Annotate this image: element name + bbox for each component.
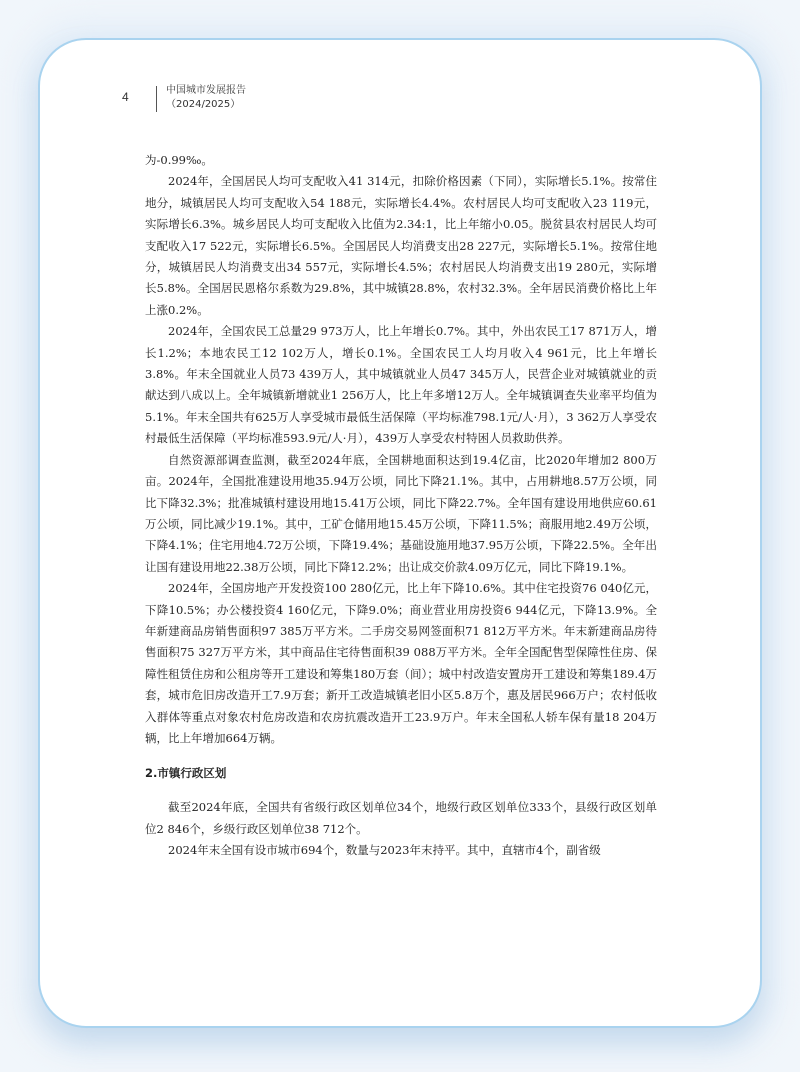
- paragraph-cities: 2024年末全国有设市城市694个，数量与2023年末持平。其中，直辖市4个，副省级: [168, 843, 601, 858]
- paragraph-admin-divisions: 截至2024年底，全国共有省级行政区划单位34个，地级行政区划单位333个，县级行政区划单位2 846个，乡级行政区划单位38 712个。: [145, 800, 657, 836]
- book-title-block: [166, 84, 246, 112]
- paragraph-employment: 2024年，全国农民工总量29 973万人，比上年增长0.7%。其中，外出农民工17 871万人，增长1.2%；本地农民工12 102万人，增长0.1%。全国农民工人均月收入4 961元，比上年增长3.8%。年末全国就业人员73 439万人，其中城镇就业人员47 345万人，民营企业对城镇就业的贡献达到八成以上。全年城镇新增就业1 256万人，比上年多增12万人。全年城镇调查失业率平均值为5.1%。年末全国共有625万人享受城市最低生活保障（平均标准798.1元/人·月），3 362万人享受农村最低生活保障（平均标准593.9元/人·月），439万人享受农村特困人员救助供养。: [145, 324, 657, 446]
- paragraph-land: 自然资源部调查监测，截至2024年底，全国耕地面积达到19.4亿亩，比2020年增加2 800万亩。2024年，全国批准建设用地35.94万公顷，同比下降21.1%。其中，占用耕地8.57万公顷，同比下降32.3%；批准城镇村建设用地15.41万公顷，同比下降22.7%。全年国有建设用地供应60.61万公顷，同比减少19.1%。其中，工矿仓储用地15.45万公顷，下降11.5%；商服用地2.49万公顷，下降4.1%；住宅用地4.72万公顷，下降19.4%；基础设施用地37.95万公顷，下降22.5%。全年出让国有建设用地22.38万公顷，同比下降12.2%；出让成交价款4.09万亿元，同比下降19.1%。: [145, 452, 657, 574]
- paragraph-income: 2024年，全国居民人均可支配收入41 314元，扣除价格因素（下同），实际增长5.1%。按常住地分，城镇居民人均可支配收入54 188元，实际增长4.4%。农村居民人均可支配收入23 119元，实际增长6.3%。城乡居民人均可支配收入比值为2.34:1，比上年缩小0.05。脱贫县农村居民人均可支配收入17 522元，实际增长6.5%。全国居民人均消费支出28 227元，实际增长5.1%。按常住地分，城镇居民人均消费支出34 557元，实际增长4.5%；农村居民人均消费支出19 280元，实际增长5.8%。全国居民恩格尔系数为29.8%，其中城镇28.8%，农村32.3%。全年居民消费价格比上年上涨0.2%。: [145, 174, 657, 317]
- header-divider: [156, 86, 157, 112]
- body-text: [145, 150, 657, 862]
- paragraph-continuation: 为-0.99‰。: [145, 153, 213, 167]
- page-number: 4: [122, 90, 129, 104]
- paragraph-real-estate: 2024年，全国房地产开发投资100 280亿元，比上年下降10.6%。其中住宅投资76 040亿元，下降10.5%；办公楼投资4 160亿元，下降9.0%；商业营业用房投资6 944亿元，下降13.9%。全年新建商品房销售面积97 385万平方米。二手房交易网签面积71 812万平方米。年末新建商品房待售面积75 327万平方米，其中商品住宅待售面积39 088万平方米。全年全国配售型保障性住房、保障性租赁住房和公租房等开工建设和筹集180万套（间）；城中村改造安置房开工建设和筹集189.4万套，城市危旧房改造开工7.9万套；新开工改造城镇老旧小区5.8万个，惠及居民966万户；农村低收入群体等重点对象农村危房改造和农房抗震改造开工23.9万户。年末全国私人轿车保有量18 204万辆，比上年增加664万辆。: [145, 581, 657, 745]
- book-title: 中国城市发展报告: [166, 85, 246, 96]
- book-edition: （2024/2025）: [166, 99, 241, 110]
- section-heading: 2.市镇行政区划: [145, 766, 227, 781]
